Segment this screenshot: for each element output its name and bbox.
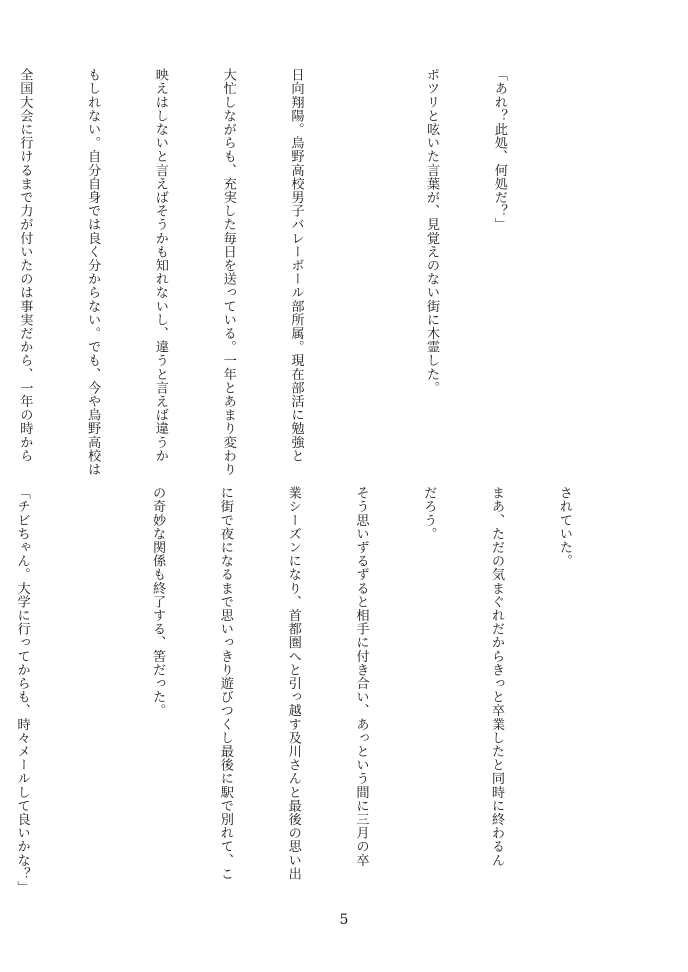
text-line: そう思いずるずると相手に付き合い、あっという間に三月の卒	[353, 486, 369, 867]
text-line: もしれない。自分自身では良く分からない。でも、今や烏野高校は	[85, 68, 101, 476]
text-line	[78, 486, 101, 906]
text-line: 「チビちゃん。大学に行ってからも、時々メールして良いかな？」	[14, 486, 30, 894]
text-line: ポツリと呟いた言葉が、見覚えのない街に木霊した。	[424, 68, 440, 395]
upper-text-block	[17, 68, 555, 476]
text-line: されていた。	[556, 486, 572, 568]
text-line: 「あれ？此処、何処だ？」	[491, 68, 507, 232]
text-line: に街で夜になるまで思いっきり遊びつくし最後に駅で別れて、こ	[217, 486, 233, 881]
text-line: だろう。	[421, 486, 437, 541]
text-line	[352, 68, 375, 460]
text-line: 日向翔陽。烏野高校男子バレーボール部所属。現在部活に勉強と	[288, 68, 304, 463]
text-line: の奇妙な関係も終了する、筈だった。	[150, 486, 166, 718]
page-number: 5	[339, 912, 349, 928]
text-line: 全国大会に行けるまで力が付いたのは事実だから、一年の時から	[17, 68, 33, 463]
text-line: 映えはしないと言えばそうかも知れないし、違うと言えば違うか	[152, 68, 168, 463]
text-line: 大忙しながらも、充実した毎日を送っている。一年とあまり変わり	[220, 68, 236, 476]
text-line: 業シーズンになり、首都圏へと引っ越す及川さんと最後の思い出	[285, 486, 301, 881]
lower-text-block	[14, 486, 620, 906]
text-line: まあ、ただの気まぐれだからきっと卒業したと同時に終わるん	[489, 486, 505, 867]
